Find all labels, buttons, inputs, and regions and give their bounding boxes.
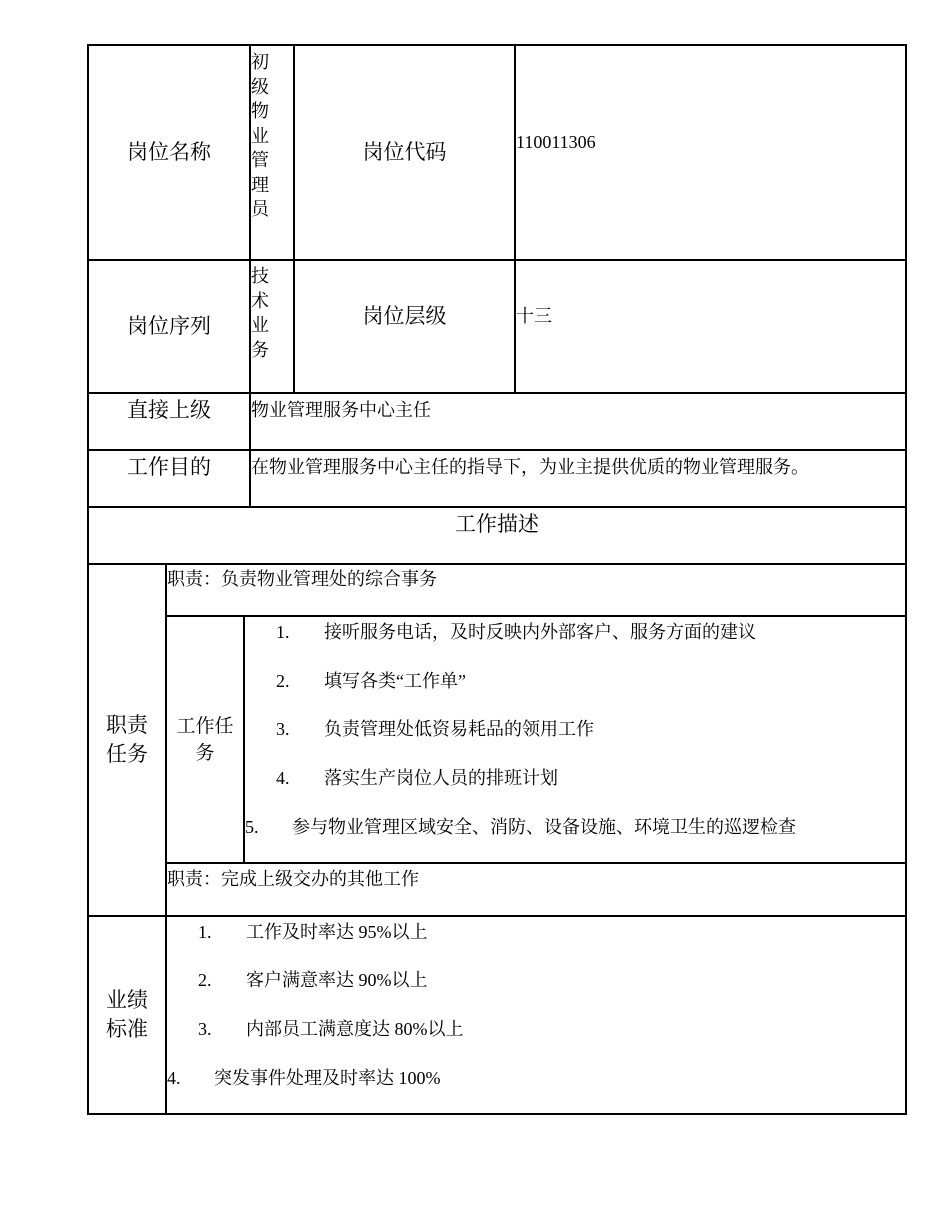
performance-text: 内部员工满意度达 80%以上 (246, 1019, 464, 1039)
post-name-label: 岗位名称 (127, 139, 211, 164)
task-text: 参与物业管理区域安全、消防、设备设施、环境卫生的巡逻检查 (292, 817, 796, 837)
post-level-label: 岗位层级 (362, 303, 447, 328)
post-code-value: 110011306 (516, 132, 596, 152)
task-item (276, 619, 756, 645)
task-item (276, 668, 466, 694)
performance-number: 3. (198, 1019, 212, 1039)
post-series-value (251, 264, 273, 362)
responsibility-section-label (89, 565, 165, 915)
performance-section-label (89, 917, 165, 1113)
task-text: 填写各类“工作单” (324, 671, 466, 691)
post-code-label: 岗位代码 (362, 139, 447, 164)
purpose-label: 工作目的 (127, 455, 211, 480)
post-series-label: 岗位序列 (127, 313, 211, 338)
performance-item (198, 919, 428, 945)
task-number: 1. (276, 622, 290, 642)
superior-value: 物业管理服务中心主任 (251, 400, 431, 420)
post-name-char: 员 (251, 199, 269, 219)
duty-1: 职责：负责物业管理处的综合事务 (167, 569, 437, 589)
post-series-char: 务 (251, 339, 269, 360)
responsibility-label-text: 职责任务 (106, 712, 148, 766)
performance-text: 客户满意率达 90%以上 (246, 970, 428, 990)
task-item (245, 814, 796, 840)
post-series-char: 业 (251, 315, 269, 335)
post-name-value (251, 50, 273, 222)
duty-2: 职责：完成上级交办的其他工作 (167, 869, 419, 889)
performance-number: 2. (198, 970, 212, 990)
task-item (276, 765, 558, 791)
post-level-value: 十三 (516, 306, 552, 326)
table-border-bottom (87, 1113, 907, 1115)
task-item (276, 716, 594, 742)
row-divider (87, 563, 907, 565)
post-name-char: 业 (251, 125, 269, 146)
task-number: 4. (276, 768, 290, 788)
tasks-label (167, 617, 243, 862)
task-number: 5. (245, 817, 259, 837)
tasks-label-text: 工作任务 (176, 715, 234, 764)
work-description-title: 工作描述 (455, 512, 539, 537)
performance-number: 1. (198, 922, 212, 942)
task-text: 落实生产岗位人员的排班计划 (324, 768, 558, 788)
task-text: 接听服务电话，及时反映内外部客户、服务方面的建议 (324, 622, 756, 642)
task-number: 2. (276, 671, 290, 691)
task-text: 负责管理处低资易耗品的领用工作 (324, 719, 594, 739)
performance-label-text: 业绩标准 (106, 987, 148, 1041)
post-name-char: 物 (251, 101, 269, 121)
post-series-char: 术 (251, 290, 269, 311)
performance-text: 突发事件处理及时率达 100% (214, 1068, 441, 1088)
performance-item (198, 967, 428, 993)
row-divider (87, 915, 907, 917)
post-name-char: 初 (251, 52, 269, 72)
performance-number: 4. (167, 1068, 181, 1088)
post-series-char: 技 (251, 266, 269, 286)
table-border-right (905, 44, 907, 1115)
post-name-char: 理 (251, 174, 269, 195)
purpose-value: 在物业管理服务中心主任的指导下，为业主提供优质的物业管理服务。 (251, 457, 809, 477)
col-divider (514, 44, 516, 394)
post-name-char: 管 (251, 150, 269, 170)
row-divider (165, 615, 907, 617)
task-number: 3. (276, 719, 290, 739)
performance-item (167, 1065, 441, 1091)
superior-label: 直接上级 (127, 398, 211, 423)
post-name-char: 级 (251, 76, 269, 97)
performance-item (198, 1016, 464, 1042)
performance-text: 工作及时率达 95%以上 (246, 922, 428, 942)
row-divider (165, 862, 907, 864)
